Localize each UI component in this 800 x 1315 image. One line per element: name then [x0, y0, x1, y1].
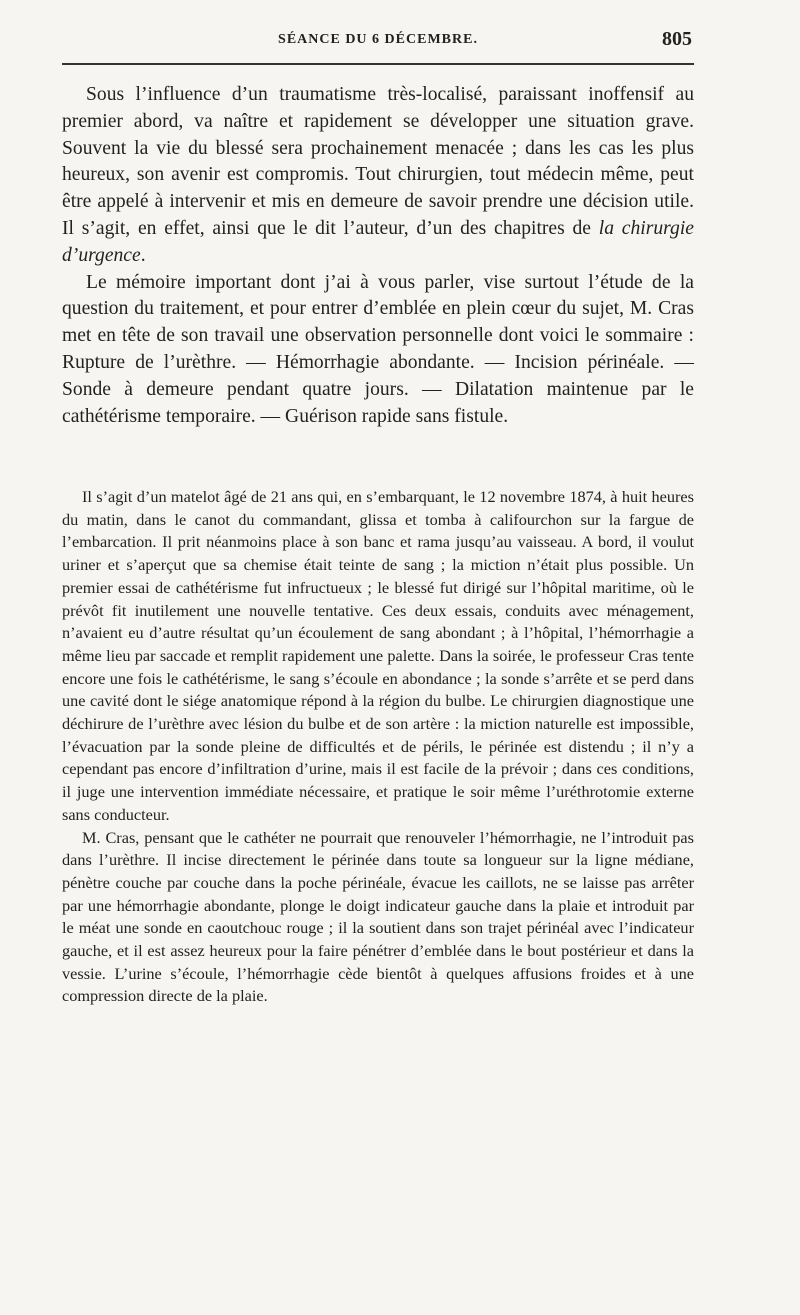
intro-paragraph-1	[62, 82, 694, 270]
intro-paragraph-1-italic: la chirurgie d’urgence	[62, 217, 694, 266]
observation-paragraph-1: Il s’agit d’un matelot âgé de 21 ans qui, en s’embarquant, le 12 novembre 1874, à huit heures du matin, dans le canot du commandant, glissa et tomba à califourchon sur la fargue de l’embarcation. Il prit néanmoins place à son banc et rama jusqu’au vaisseau. A bord, il voulut uriner et s’aperçut que sa chemise était teinte de sang ; la miction n’était plus possible. Un premier essai de cathétérisme fut infructueux ; le blessé fut dirigé sur l’hôpital maritime, où le prévôt fit inutilement une nouvelle tentative. Ces deux essais, conduits avec ménagement, n’avaient eu d’autre résultat qu’un écoulement de sang abondant ; à l’hôpital, l’hémorrhagie a même lieu par saccade et remplit rapidement une palette. Dans la soirée, le professeur Cras tente encore une fois le cathétérisme, le sang s’écoule en abondance ; la sonde s’arrête et se perd dans une cavité dont le siége anatomique répond à la région du bulbe. Le chirurgien diagnostique une déchirure de l’urèthre avec lésion du bulbe et de son artère : la miction naturelle est impossible, l’évacuation par la sonde pleine de difficultés et de périls, le périnée est distendu ; il n’y a cependant pas encore d’infiltration d’urine, mais il est facile de la prévoir ; dans ces conditions, il juge une intervention immédiate nécessaire, et pratique le soir même l’uréthrotomie externe sans conducteur.	[62, 487, 694, 824]
intro-paragraph-1-text: Sous l’influence d’un traumatisme très-localisé, paraissant inoffensif au premier abord, va naître et rapidement se développer une situation grave. Souvent la vie du blessé sera prochainement menacée ; dans les cas les plus heureux, son avenir est compromis. Tout chirurgien, tout médecin même, peut être appelé à intervenir et mis en demeure de savoir prendre une décision utile. Il s’agit, en effet, ainsi que le dit l’auteur, d’un des chapitres de	[62, 84, 694, 239]
page-number: 805	[662, 28, 692, 50]
observation-paragraph-2: M. Cras, pensant que le cathéter ne pourrait que renouveler l’hémorrhagie, ne l’introduit pas dans l’urèthre. Il incise directement le périnée dans toute sa longueur sur la ligne médiane, pénètre couche par couche dans la poche périnéale, évacue les caillots, ne se laisse pas arrêter par une hémorrhagie abondante, plonge le doigt indicateur gauche dans la plaie et introduit par le méat une sonde en caoutchouc rouge ; il la soutient dans son trajet périnéal avec l’indicateur gauche, et il est assez heureux pour la faire pénétrer d’emblée dans le bout postérieur et dans la vessie. L’urine s’écoule, l’hémorrhagie cède bientôt à quelques affusions froides et à une compression directe de la plaie.	[62, 827, 694, 1006]
header-title: SÉANCE DU 6 DÉCEMBRE.	[278, 32, 478, 47]
intro-text	[62, 82, 694, 430]
observation-text	[62, 486, 694, 1008]
header-rule	[62, 63, 694, 65]
intro-paragraph-2: Le mémoire important dont j’ai à vous parler, vise surtout l’étude de la question du traitement, et pour entrer d’emblée en plein cœur du sujet, M. Cras met en tête de son travail une observation personnelle dont voici le sommaire : Rupture de l’urèthre. — Hémorrhagie abondante. — Incision périnéale. — Sonde à demeure pendant quatre jours. — Dilatation maintenue par le cathétérisme temporaire. — Guérison rapide sans fistule.	[62, 271, 694, 427]
intro-paragraph-1-end: .	[140, 244, 146, 266]
running-header	[62, 28, 694, 52]
